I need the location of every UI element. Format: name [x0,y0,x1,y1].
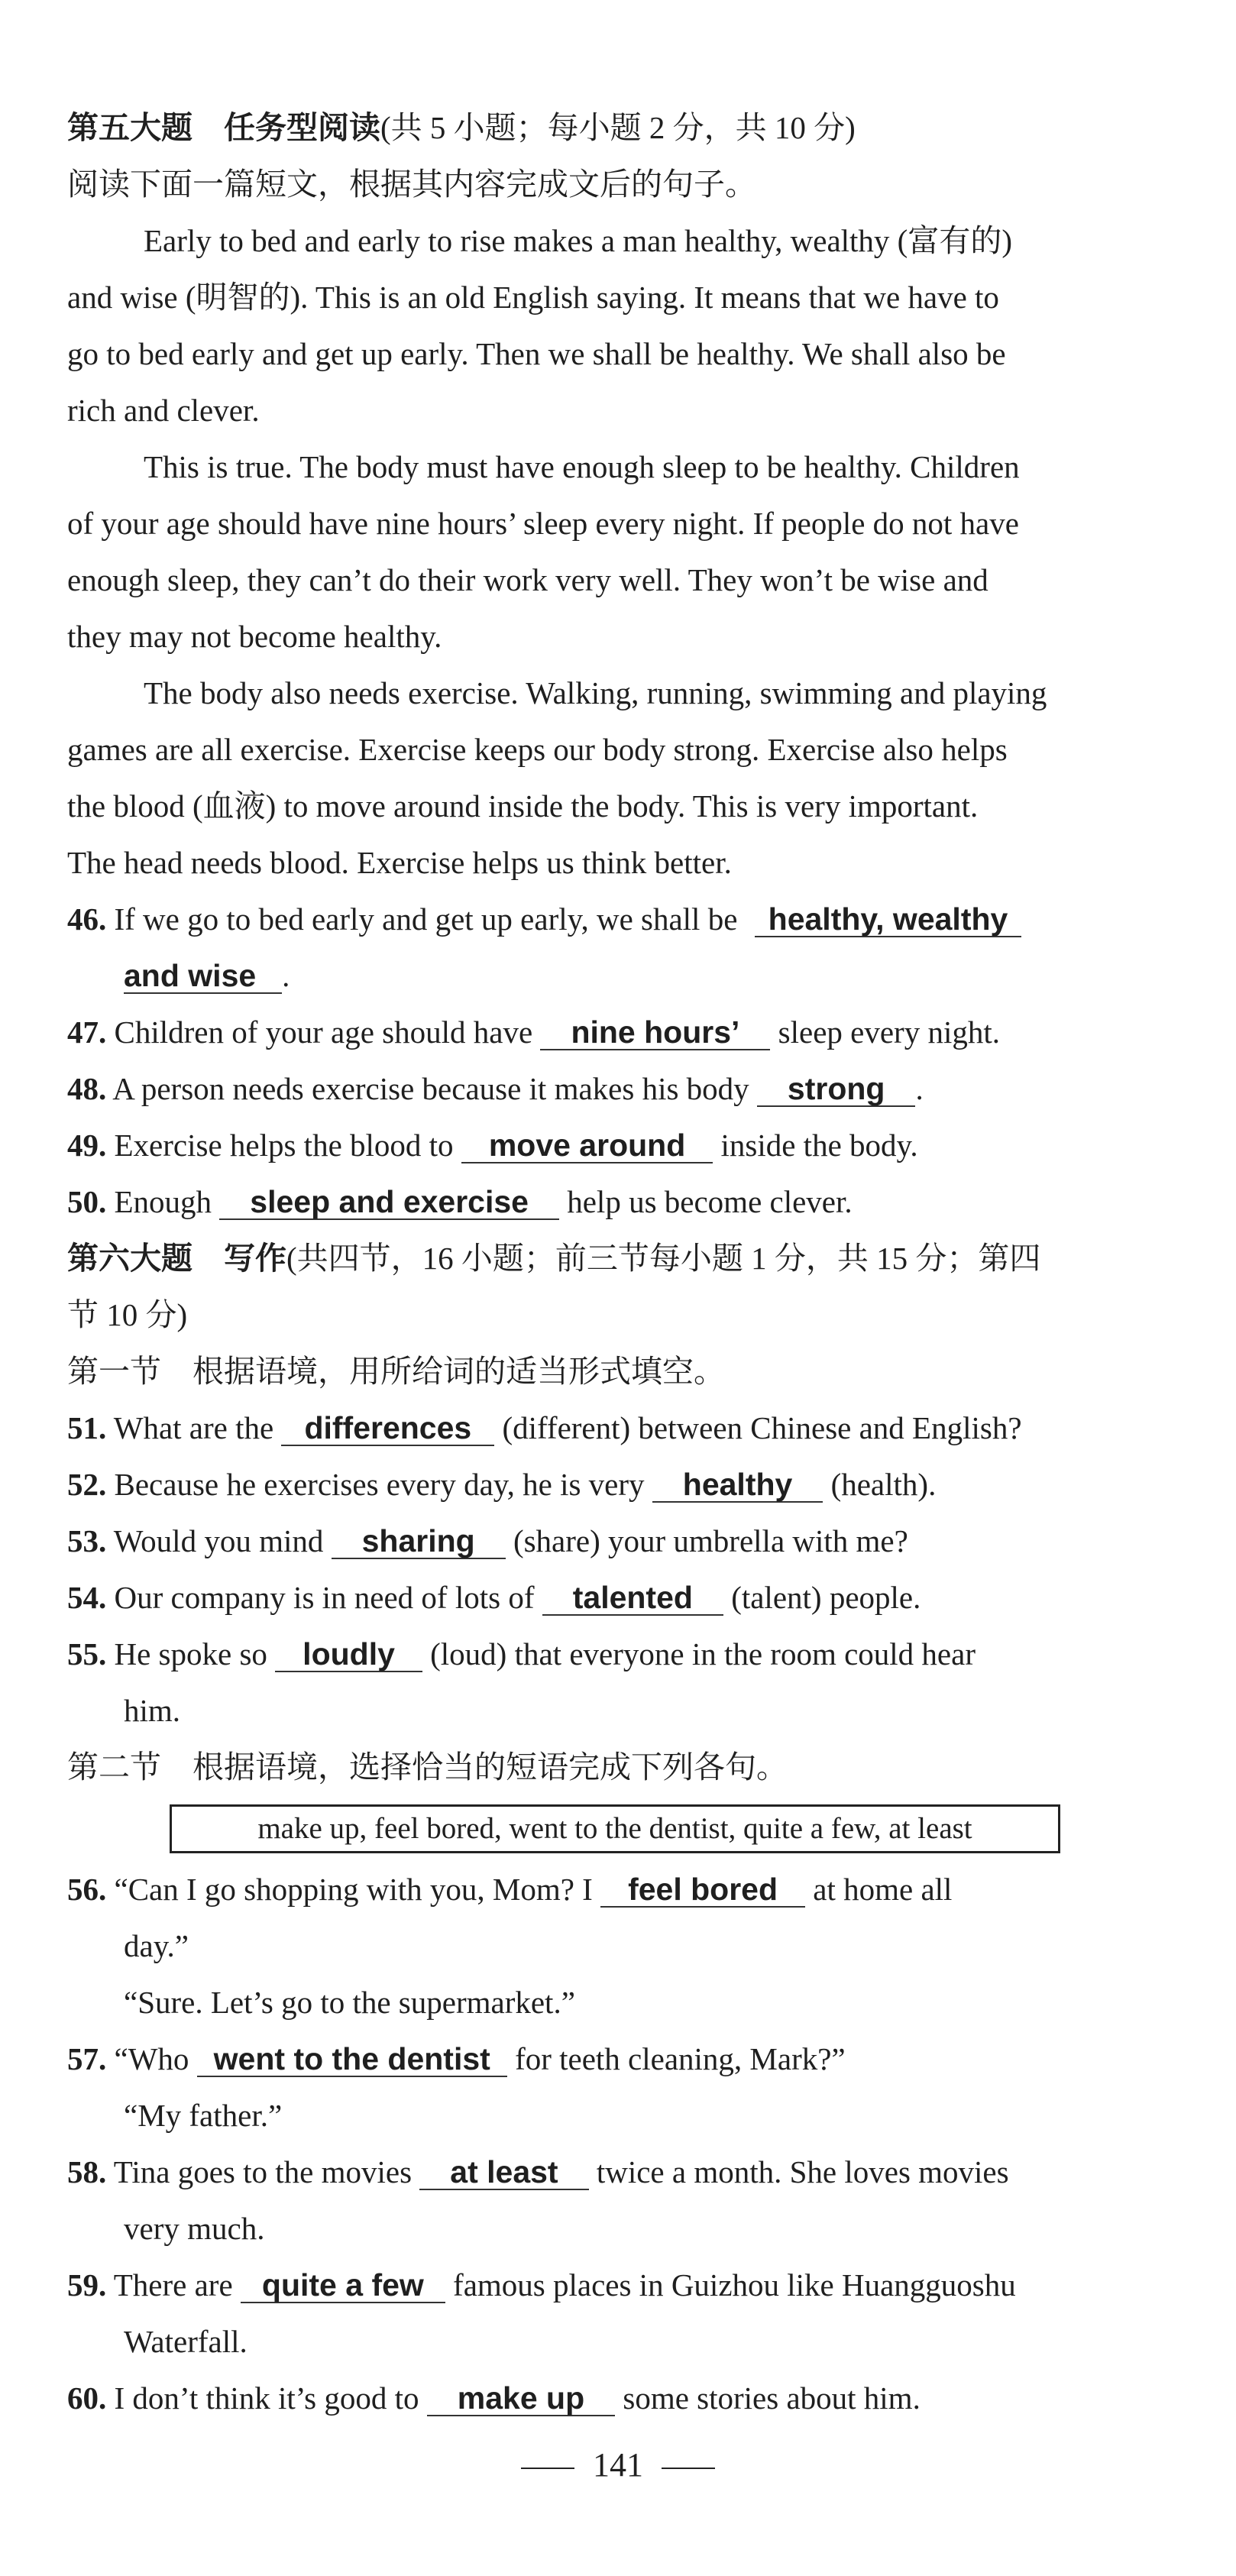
question-text: Enough [114,1184,212,1219]
question-number: 59. [67,2267,107,2303]
passage-line: and wise (明智的). This is an old English saying. It means that we have to [67,280,999,315]
question-number: 58. [67,2154,107,2189]
passage-line: games are all exercise. Exercise keeps our body strong. Exercise also helps [67,732,1008,767]
footer-dash-right [662,2468,715,2469]
question-57-reply: “My father.” [124,2098,283,2133]
page-number-footer [0,2437,1236,2493]
section5-instruction: 阅读下面一篇短文，根据其内容完成文后的句子。 [67,167,756,202]
question-57 [67,2031,1167,2087]
answer-blank: healthy, wealthy [755,902,1022,937]
question-number: 52. [67,1467,107,1502]
question-number: 57. [67,2041,107,2076]
question-number: 56. [67,1872,107,1907]
answer-blank: at least [419,2155,588,2190]
passage-line: rich and clever. [67,393,260,428]
answer-blank: talented [542,1581,723,1616]
section6-title: 第六大题 写作 [67,1241,286,1276]
question-53 [67,1513,1167,1569]
question-54 [67,1569,1167,1626]
answer-blank: quite a few [241,2268,445,2303]
passage-line: enough sleep, they can’t do their work very well. They won’t be wise and [67,562,988,597]
question-text: “Can I go shopping with you, Mom? I [114,1872,593,1907]
question-text: help us become clever. [567,1184,853,1219]
question-text: . [915,1071,924,1106]
question-text: (health). [830,1467,937,1502]
question-46-cont [124,947,1224,1004]
question-text: “Who [114,2041,189,2076]
question-number: 48. [67,1071,107,1106]
question-text: for teeth cleaning, Mark?” [515,2041,846,2076]
question-56-reply: “Sure. Let’s go to the supermarket.” [124,1985,575,2020]
section5-heading [67,99,1167,156]
question-text: If we go to bed early and get up early, we shall be [114,901,738,937]
answer-blank: differences [281,1411,494,1446]
question-text: Children of your age should have [114,1015,533,1050]
question-text: Exercise helps the blood to [114,1128,454,1163]
question-55-cont: him. [124,1693,181,1728]
question-text: (loud) that everyone in the room could hear [430,1636,976,1671]
question-text: I don’t think it’s good to [114,2380,419,2416]
answer-blank: feel bored [600,1872,805,1908]
answer-blank: sharing [332,1524,506,1559]
passage-line: go to bed early and get up early. Then we shall be healthy. We shall also be [67,336,1006,371]
question-text: inside the body. [720,1128,918,1163]
answer-blank: loudly [275,1637,422,1672]
question-52 [67,1456,1167,1513]
footer-dash-left [521,2468,574,2469]
question-number: 50. [67,1184,107,1219]
section6-heading [67,1230,1167,1286]
question-number: 51. [67,1410,107,1445]
question-number: 54. [67,1580,107,1615]
question-text: (different) between Chinese and English? [502,1410,1022,1445]
answer-blank: and wise [124,959,282,994]
part2-title: 第二节 根据语境，选择恰当的短语完成下列各句。 [67,1749,788,1785]
question-text: twice a month. She loves movies [596,2154,1009,2189]
passage-line: The head needs blood. Exercise helps us think better. [67,845,732,880]
question-number: 55. [67,1636,107,1671]
question-56-cont: day.” [124,1928,189,1963]
question-59-cont: Waterfall. [124,2324,248,2359]
answer-blank: move around [461,1128,713,1163]
question-text: sleep every night. [778,1015,1000,1050]
question-text: Our company is in need of lots of [114,1580,535,1615]
section5-score: (共 5 小题；每小题 2 分，共 10 分) [380,110,856,145]
question-text: What are the [113,1410,274,1445]
question-47 [67,1004,1167,1060]
answer-blank: strong [757,1072,916,1107]
answer-blank: sleep and exercise [219,1185,559,1220]
question-text: famous places in Guizhou like Huangguoshu [453,2267,1016,2303]
section6-score: (共四节，16 小题；前三节每小题 1 分，共 15 分；第四 [286,1241,1041,1276]
question-49 [67,1117,1167,1173]
part1-title: 第一节 根据语境，用所给词的适当形式填空。 [67,1354,725,1389]
section6-score-cont: 节 10 分) [67,1297,188,1332]
answer-blank: went to the dentist [197,2042,507,2077]
page-number: 141 [593,2446,643,2484]
answer-blank: nine hours’ [540,1015,770,1050]
answer-blank: healthy [652,1468,823,1503]
question-text: (talent) people. [731,1580,921,1615]
question-text: some stories about him. [623,2380,921,2416]
question-text: . [282,958,290,993]
question-58-cont: very much. [124,2211,265,2246]
question-46 [67,891,1167,947]
question-number: 49. [67,1128,107,1163]
passage-line: Early to bed and early to rise makes a man healthy, wealthy (富有的) [144,223,1012,258]
question-55 [67,1626,1167,1682]
question-59 [67,2257,1167,2313]
word-bank-box: make up, feel bored, went to the dentist, quite a few, at least [170,1804,1060,1853]
passage-line: of your age should have nine hours’ sleep every night. If people do not have [67,506,1019,541]
question-number: 60. [67,2380,107,2416]
question-50 [67,1173,1167,1230]
passage-line: This is true. The body must have enough sleep to be healthy. Children [144,449,1020,484]
question-56 [67,1861,1167,1917]
question-text: He spoke so [114,1636,267,1671]
question-text: at home all [813,1872,953,1907]
answer-blank: make up [427,2381,615,2416]
question-text: Because he exercises every day, he is very [114,1467,645,1502]
question-text: Would you mind [113,1523,324,1558]
passage-line: they may not become healthy. [67,619,442,654]
passage-line: The body also needs exercise. Walking, running, swimming and playing [144,675,1047,710]
question-text: A person needs exercise because it makes his body [112,1071,749,1106]
question-51 [67,1400,1167,1456]
question-number: 47. [67,1015,107,1050]
question-60 [67,2370,1167,2426]
question-number: 46. [67,901,107,937]
question-58 [67,2144,1167,2200]
passage-line: the blood (血液) to move around inside the body. This is very important. [67,788,979,824]
section5-title: 第五大题 任务型阅读 [67,110,380,145]
question-text: Tina goes to the movies [113,2154,413,2189]
question-48 [67,1060,1167,1117]
question-number: 53. [67,1523,107,1558]
question-text: There are [113,2267,233,2303]
question-text: (share) your umbrella with me? [513,1523,908,1558]
